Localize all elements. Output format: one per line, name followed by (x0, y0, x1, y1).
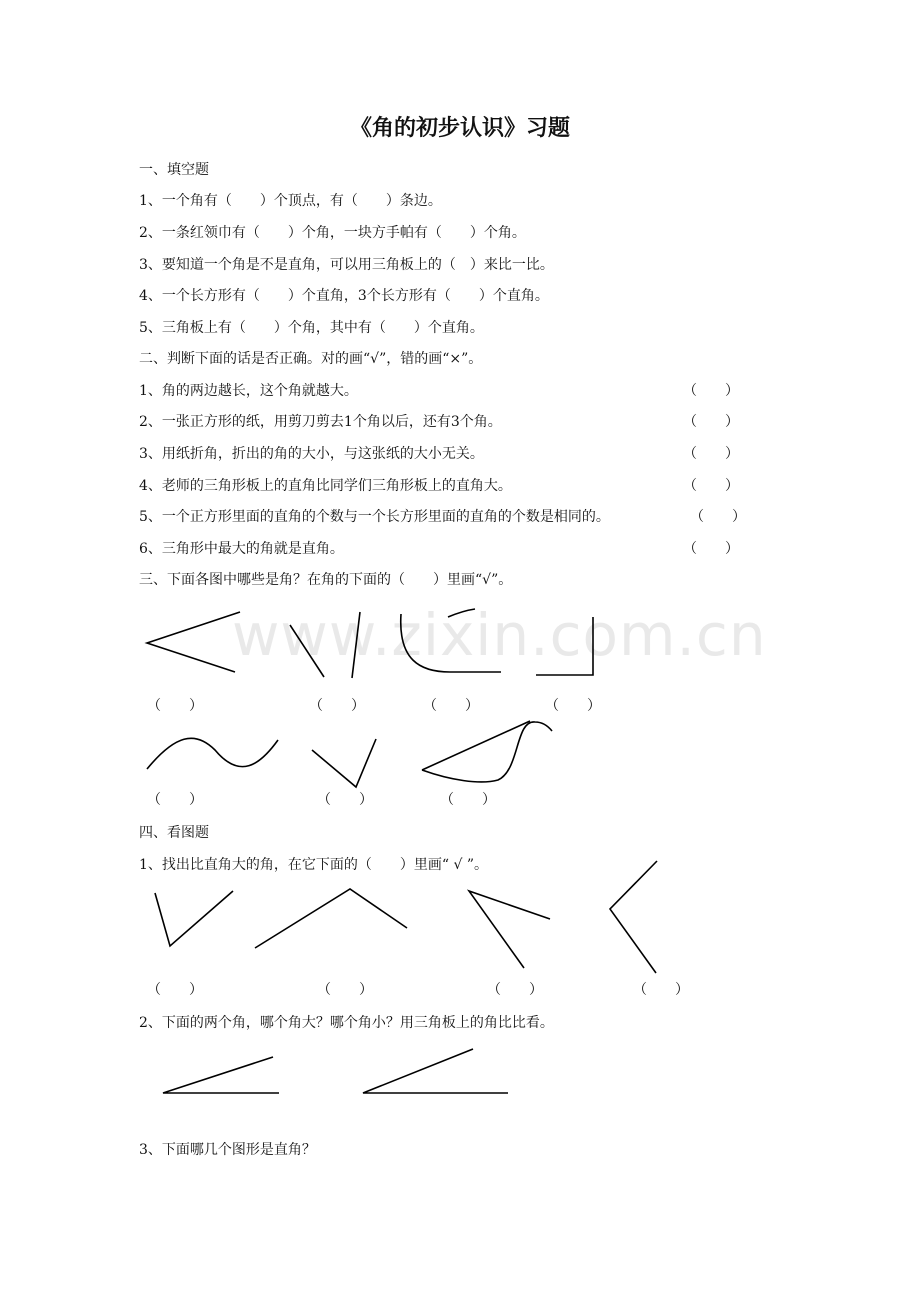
answer-paren: （ ） (487, 982, 543, 998)
judge-item: 3、用纸折角，折出的角的大小，与这张纸的大小无关。 (139, 446, 484, 462)
fill-blank-item: 3、要知道一个角是不是直角，可以用三角板上的（ ）来比一比。 (139, 257, 554, 273)
section-heading-fill-blank: 一、填空题 (139, 162, 209, 178)
answer-paren: （ ） (683, 478, 739, 494)
page-title: 《角的初步认识》习题 (349, 115, 570, 141)
figure-q1-angle-3 (469, 891, 550, 968)
answer-paren: （ ） (633, 982, 689, 998)
answer-paren: （ ） (683, 446, 739, 462)
figure-v-angle (312, 739, 376, 787)
judge-item: 1、角的两边越长，这个角就越大。 (139, 383, 358, 399)
answer-paren: （ ） (545, 698, 601, 714)
watermark: www.zixin.com.cn (232, 601, 767, 669)
figure-two-unjoined-lines (290, 612, 360, 678)
answer-paren: （ ） (683, 383, 739, 399)
question-2: 2、下面的两个角，哪个角大？哪个角小？用三角板上的角比比看。 (139, 1015, 554, 1031)
answer-paren: （ ） (147, 792, 203, 808)
section-heading-identify-angles: 三、下面各图中哪些是角？在角的下面的（ ）里画“√”。 (139, 572, 513, 588)
section-heading-true-false: 二、判断下面的话是否正确。对的画“√”，错的画“×”。 (139, 351, 483, 367)
fill-blank-item: 5、三角板上有（ ）个角，其中有（ ）个直角。 (139, 320, 484, 336)
answer-paren: （ ） (147, 982, 203, 998)
fill-blank-item: 4、一个长方形有（ ）个直角，3个长方形有（ ）个直角。 (139, 288, 549, 304)
question-1: 1、找出比直角大的角，在它下面的（ ）里画“ √ ”。 (139, 857, 489, 873)
fill-blank-item: 2、一条红领巾有（ ）个角，一块方手帕有（ ）个角。 (139, 225, 526, 241)
answer-paren: （ ） (317, 792, 373, 808)
judge-item: 4、老师的三角形板上的直角比同学们三角形板上的直角大。 (139, 478, 512, 494)
figure-curved-shape (401, 614, 501, 672)
answer-paren: （ ） (690, 509, 746, 525)
answer-paren: （ ） (440, 792, 496, 808)
figure-q2-angle-2 (363, 1049, 508, 1093)
judge-item: 6、三角形中最大的角就是直角。 (139, 541, 344, 557)
figure-q1-angle-1 (155, 891, 233, 946)
answer-paren: （ ） (683, 414, 739, 430)
judge-item: 2、一张正方形的纸，用剪刀剪去1个角以后，还有3个角。 (139, 414, 502, 430)
figure-open-curve-top (448, 609, 475, 617)
judge-item: 5、一个正方形里面的直角的个数与一个长方形里面的直角的个数是相同的。 (139, 509, 610, 525)
answer-paren: （ ） (683, 541, 739, 557)
answer-paren: （ ） (317, 982, 373, 998)
answer-paren: （ ） (147, 698, 203, 714)
figure-q1-angle-2 (255, 889, 407, 948)
figure-q1-angle-4 (610, 861, 657, 973)
figure-right-angle (536, 617, 593, 675)
figure-angle-acute (147, 612, 240, 672)
fill-blank-item: 1、一个角有（ ）个顶点，有（ ）条边。 (139, 193, 442, 209)
figure-q2-angle-1 (163, 1057, 279, 1093)
question-3: 3、下面哪几个图形是直角？ (139, 1142, 316, 1158)
answer-paren: （ ） (309, 698, 365, 714)
answer-paren: （ ） (423, 698, 479, 714)
section-heading-picture-questions: 四、看图题 (139, 825, 209, 841)
figure-line-and-curve (422, 721, 552, 782)
figure-wave-curve (147, 738, 278, 769)
